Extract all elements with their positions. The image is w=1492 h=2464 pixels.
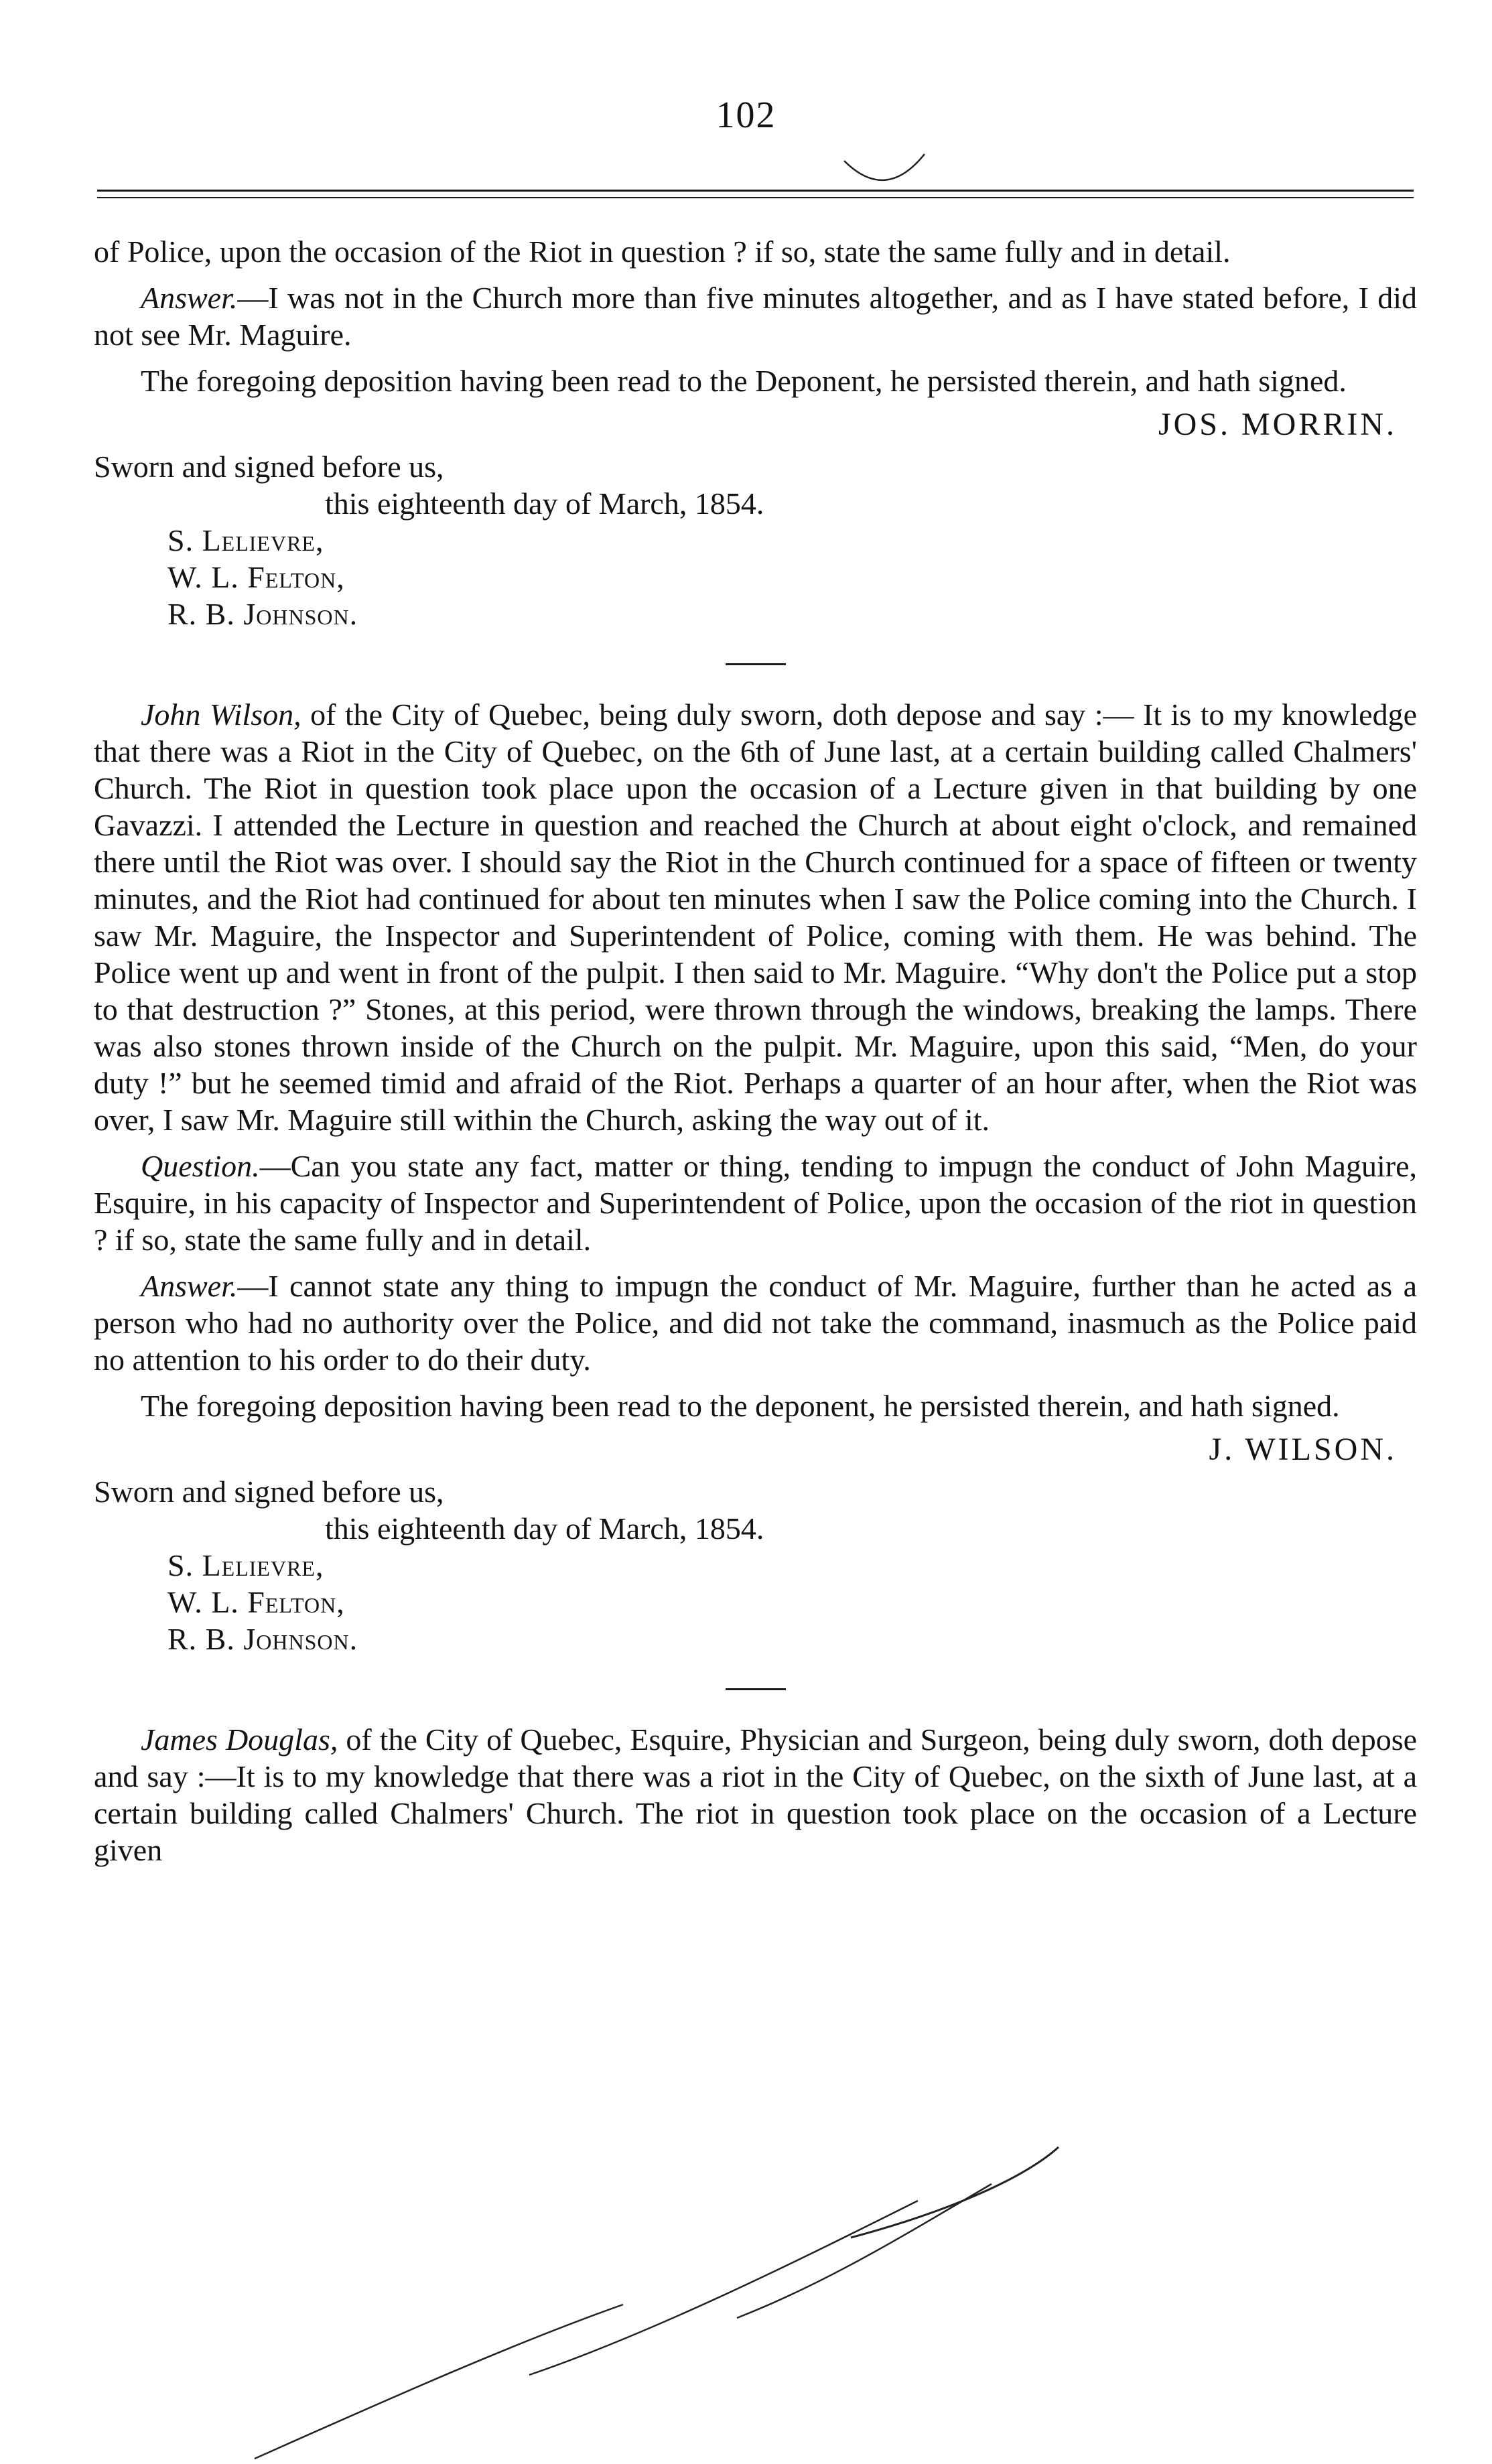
spacer (94, 353, 1417, 362)
paragraph-text: of Police, upon the occasion of the Riot in question ? if so, state the same fully and in detail. (94, 234, 1231, 269)
spacer (94, 1378, 1417, 1387)
witness-name-text: W. L. Felton, (167, 1585, 345, 1619)
paragraph-text: The foregoing deposition having been read to the deponent, he persisted therein, and hath signed. (141, 1389, 1340, 1423)
paragraph-text: —I cannot state any thing to impugn the conduct of Mr. Maguire, further than he acted as a person who had no authority over the Police, and did not take the command, inasmuch as the Police paid no attention to his order to do their duty. (94, 1269, 1417, 1377)
paragraph (94, 362, 1417, 399)
sworn-line: Sworn and signed before us, (94, 1475, 444, 1509)
paragraph (94, 696, 1417, 1138)
paragraph-text: The foregoing deposition having been read to the Deponent, he persisted therein, and hath signed. (141, 364, 1347, 398)
page-number: 102 (716, 94, 776, 136)
witness-name (167, 1621, 1417, 1657)
spacer (94, 270, 1417, 279)
paragraph-lead: Question. (141, 1149, 260, 1183)
deponent-signature: JOS. MORRIN. (1158, 407, 1397, 442)
paragraph (94, 279, 1417, 353)
paragraph-text: —I was not in the Church more than five minutes altogether, and as I have stated before, I did not see Mr. Maguire. (94, 281, 1417, 352)
witness-name (167, 1584, 1417, 1621)
witness-name-text: W. L. Felton, (167, 560, 345, 594)
paragraph-text: of the City of Quebec, Esquire, Physician and Surgeon, being duly sworn, doth depose and say :—It is to my knowledge that there was a riot in the City of Quebec, on the sixth of June last, at a certain building called Chalmers' Church. The riot in question took place on the occasion of a Lecture given (94, 1722, 1418, 1867)
witness-name-text: R. B. Johnson. (167, 597, 358, 631)
header-rule-top (97, 190, 1414, 192)
witness-name-text: R. B. Johnson. (167, 1622, 358, 1656)
document-body (94, 233, 1417, 1868)
witness-name-text: S. Lelievre, (167, 1548, 324, 1582)
paragraph (94, 1721, 1417, 1868)
header-rule-bottom (97, 197, 1414, 198)
witness-name (167, 522, 1417, 559)
witness-name (167, 559, 1417, 596)
paragraph-text: of the City of Quebec, being duly sworn, doth depose and say :— It is to my knowledge that there was a Riot in the City of Quebec, on the 6th of June last, at a certain building called Chalmers' Church. The Riot in question took place upon the occasion of a Lecture given in that building by one Gavazzi. I attended the Lecture in question and reached the Church at about eight o'clock, and remained there until the Riot was over. I should say the Riot in the Church continued for a space of fifteen or twenty minutes, and the Riot had continued for about ten minutes when I saw the Police coming into the Church. I saw Mr. Maguire, the Inspector and Superintendent of Police, coming with them. He was behind. The Police went up and went in front of the pulpit. I then said to Mr. Maguire. “Why don't the Police put a stop to that destruction ?” Stones, at this period, were thrown through the windows, breaking the lamps. There was also stones thrown inside of the Church on the pulpit. Mr. Maguire, upon this said, “Men, do your duty !” but he seemed timid and afraid of the Riot. Perhaps a quarter of an hour after, when the Riot was over, I saw Mr. Maguire still within the Church, asking the way out of it. (94, 697, 1417, 1137)
paragraph-lead: Answer. (141, 281, 238, 315)
spacer (94, 1258, 1417, 1268)
paragraph-lead: James Douglas, (141, 1722, 338, 1757)
paragraph (94, 1268, 1417, 1378)
witness-name (167, 596, 1417, 632)
paragraph-lead: Answer. (141, 1269, 238, 1303)
section-divider (726, 1688, 786, 1690)
sworn-line: Sworn and signed before us, (94, 450, 444, 484)
paragraph (94, 1148, 1417, 1258)
sworn-date-line: this eighteenth day of March, 1854. (325, 486, 764, 521)
paragraph-text: —Can you state any fact, matter or thing, tending to impugn the conduct of John Maguire, Esquire, in his capacity of Inspector and Superintendent of Police, upon the occasion of the riot in question ? if so, state the same fully and in detail. (94, 1149, 1417, 1257)
sworn-date-line: this eighteenth day of March, 1854. (325, 1511, 764, 1546)
paragraph (94, 233, 1417, 270)
spacer (94, 1138, 1417, 1148)
paragraph (94, 1387, 1417, 1424)
witness-name-text: S. Lelievre, (167, 523, 324, 557)
deponent-signature: J. WILSON. (1209, 1432, 1397, 1467)
section-divider (726, 663, 786, 665)
paragraph-lead: John Wilson, (141, 697, 301, 732)
witness-name (167, 1547, 1417, 1584)
